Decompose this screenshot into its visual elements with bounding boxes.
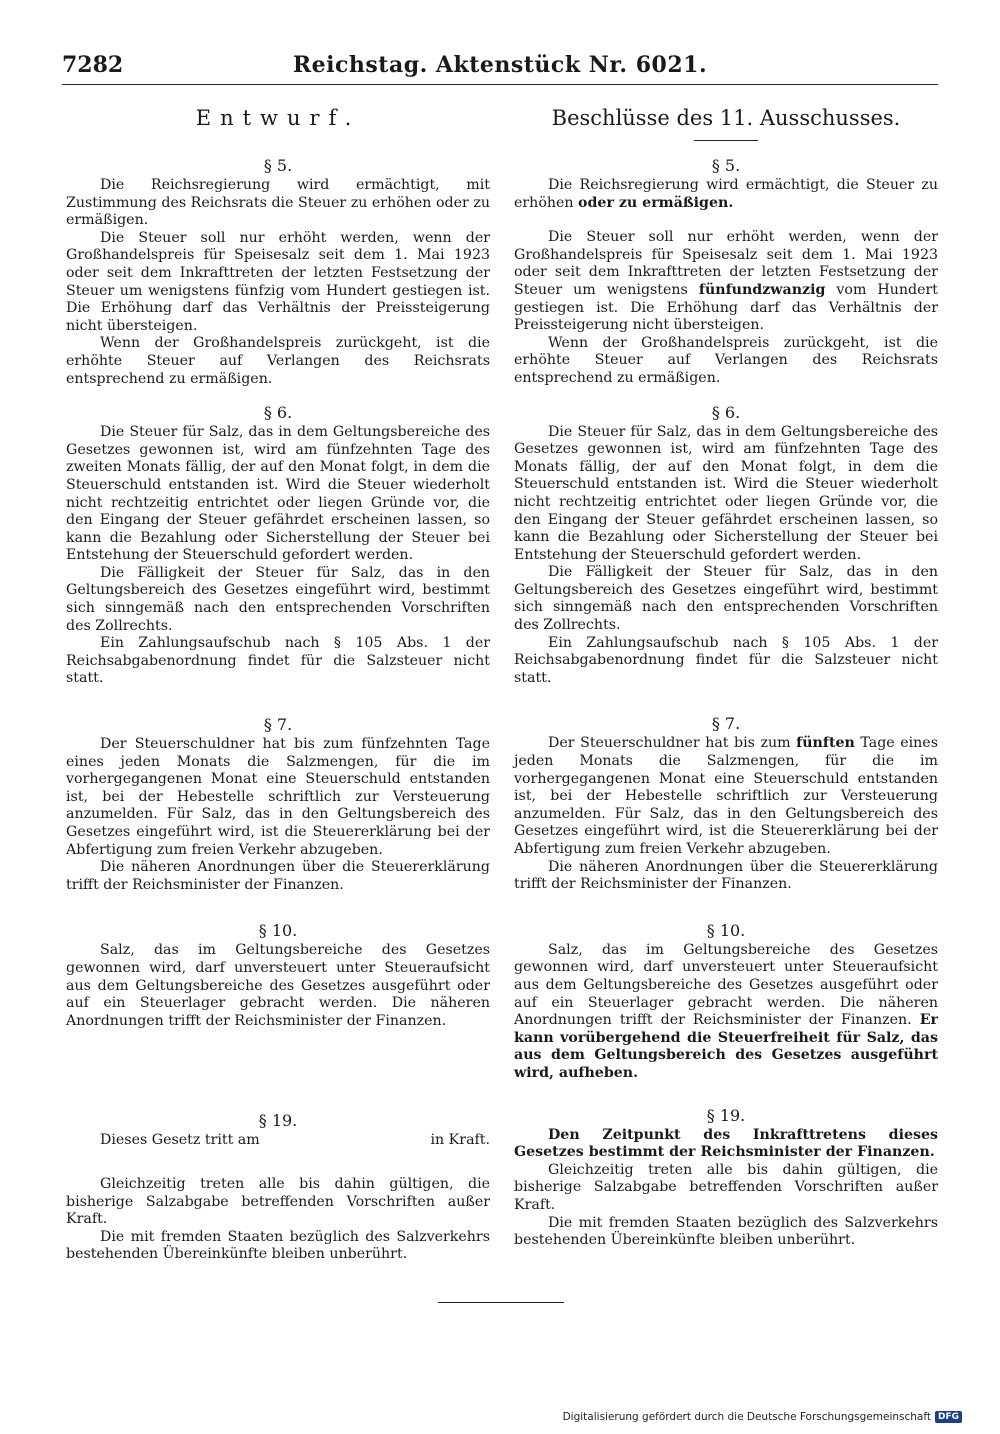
section-title: § 6.: [263, 403, 293, 423]
text-fragment: vom Hundert gestiegen ist. Die Erhöhung darf das Verhältnis der Preissteigerung nicht übersteigen.: [514, 281, 939, 334]
paragraph: [514, 229, 938, 335]
paragraph: Die mit fremden Staaten bezüglich des Salzverkehrs bestehenden Übereinkünfte bleiben unberührt.: [514, 1214, 938, 1249]
changed-paragraph: Den Zeitpunkt des Inkrafttretens dieses Gesetzes bestimmt der Reichsminister der Finanzen.: [514, 1126, 938, 1161]
paragraph: Gleichzeitig treten alle bis dahin gültigen, die bisherige Salzabgabe betreffenden Vorschriften außer Kraft.: [514, 1161, 938, 1213]
text-fragment: Tage eines jeden Monats die Salzmengen, für die im vorhergegangenen Monat eine Steuerschuld entstanden ist, bei der Hebestelle schriftlich zur Versteuerung anzumelden. Für Salz, das in den Geltungsbereich des Gesetzes eingeführt wird, ist die Steuererklärung bei der Abfertigung zum freien Verkehr abzugeben.: [514, 735, 938, 857]
paragraph: Der Steuerschuldner hat bis zum fünfzehnten Tage eines jeden Monats die Salzmengen, für die im vorhergegangenen Monat eine Steuerschuld entstanden ist, bei der Hebestelle schriftlich zur Versteuerung anzumelden. Für Salz, das in den Geltungsbereich des Gesetzes eingeführt wird, ist die Steuererklärung bei der Abfertigung zum freien Verkehr abzugeben.: [66, 736, 490, 858]
header-rule: [62, 84, 938, 85]
text-fragment: Der Steuerschuldner hat bis zum: [548, 735, 791, 752]
heading-rule: [246, 140, 310, 141]
paragraph: Die Reichsregierung wird ermächtigt, mit Zustimmung des Reichsrats die Steuer zu erhöhen oder zu ermäßigen.: [66, 177, 490, 229]
section-7: [66, 714, 490, 894]
column-heading: Beschlüsse des 11. Ausschusses.: [551, 106, 901, 130]
section-title: § 5.: [711, 156, 741, 175]
paragraph: Wenn der Großhandelspreis zurückgeht, ist die erhöhte Steuer auf Verlangen des Reichsrats entsprechend zu ermäßigen.: [66, 335, 490, 387]
paragraph: Die Steuer für Salz, das in dem Geltungsbereiche des Gesetzes gewonnen ist, wird am fünfzehnten Tage des zweiten Monats fällig, der auf den Monat folgt, in dem die Steuerschuld entstanden ist. Wird die Steuer wiederholt nicht rechtzeitig entrichtet oder liegen Gründe vor, die den Eingang der Steuer gefährdet erscheinen lassen, so kann die Bezahlung oder Sicherstellung der Steuer bei Entstehung der Steuerschuld gefordert werden.: [66, 424, 490, 564]
section-19: [66, 1110, 490, 1264]
paragraph: Ein Zahlungsaufschub nach § 105 Abs. 1 der Reichsabgabenordnung findet für die Salzsteuer nicht statt.: [514, 634, 938, 686]
page-header: [62, 52, 938, 82]
paragraph: Die näheren Anordnungen über die Steuererklärung trifft der Reichsminister der Finanzen.: [66, 859, 490, 893]
section-6: [66, 402, 490, 688]
text-fragment: Die Reichsregierung wird ermächtigt, die Steuer zu erhöhen: [514, 177, 938, 211]
section-10: [514, 920, 938, 1083]
paragraph: [66, 1132, 490, 1150]
credit-text: Digitalisierung gefördert durch die Deutsche Forschungsgemeinschaft: [562, 1411, 931, 1423]
paragraph: Die Steuer soll nur erhöht werden, wenn der Großhandelspreis für Speisesalz seit dem 1. Mai 1923 oder seit dem Inkrafttreten der letzten Festsetzung der Steuer um wenigstens fünfzig vom Hundert gestiegen ist. Die Erhöhung darf das Verhältnis der Preissteigerung nicht übersteigen.: [66, 229, 490, 334]
paragraph: Wenn der Großhandelspreis zurückgeht, ist die erhöhte Steuer auf Verlangen des Reichsrats entsprechend zu ermäßigen.: [514, 334, 938, 386]
section-5: [514, 155, 938, 388]
page-number: 7282: [62, 52, 124, 78]
changed-text: oder zu ermäßigen.: [578, 194, 734, 211]
paragraph: Die Fälligkeit der Steuer für Salz, das in den Geltungsbereich des Gesetzes eingeführt wird, bestimmt sich sinngemäß nach den entsprechenden Vorschriften des Zollrechts.: [514, 564, 938, 634]
end-rule: [438, 1302, 564, 1303]
section-6: [514, 402, 938, 688]
paragraph: [514, 177, 938, 212]
section-7: [514, 713, 938, 893]
changed-text: fünfundzwanzig: [698, 281, 826, 298]
paragraph: Die Fälligkeit der Steuer für Salz, das in den Geltungsbereich des Gesetzes eingeführt wird, bestimmt sich sinngemäß nach den entsprechenden Vorschriften des Zollrechts.: [66, 564, 490, 634]
paragraph: Die näheren Anordnungen über die Steuererklärung trifft der Reichsminister der Finanzen.: [514, 858, 938, 893]
section-title: § 5.: [263, 156, 293, 175]
section-title: § 10.: [258, 921, 298, 941]
dfg-logo-icon: DFG: [935, 1411, 962, 1423]
digitization-credit: [563, 1411, 962, 1423]
text-fragment: Salz, das im Geltungsbereiche des Gesetzes gewonnen wird, darf unversteuert unter Steueraufsicht aus dem Geltungsbereiche des Gesetzes ausgeführt oder auf ein Steuerlager gebracht werden. Die näheren Anordnungen trifft der Reichsminister der Finanzen.: [514, 941, 938, 1029]
paragraph: [514, 735, 938, 858]
section-title: § 19.: [706, 1105, 746, 1125]
text-fragment: Die Steuer soll nur erhöht werden, wenn der Großhandelspreis für Speisesalz seit dem 1. Mai 1923 oder seit dem Inkrafttreten der letzten Festsetzung der Steuer um wenigstens: [514, 229, 938, 298]
changed-text: fünften: [796, 735, 855, 752]
section-19: [514, 1105, 938, 1250]
section-title: § 7.: [711, 714, 741, 734]
heading-rule: [694, 140, 758, 141]
column-heading: Entwurf.: [195, 106, 361, 130]
paragraph: Ein Zahlungsaufschub nach § 105 Abs. 1 der Reichsabgabenordnung findet für die Salzsteuer nicht statt.: [66, 635, 490, 687]
text-fragment: in Kraft.: [430, 1132, 490, 1149]
changed-text: Er kann vorübergehend die Steuerfreiheit für Salz, das aus dem Geltungsbereich des Gesetzes ausgeführt wird, aufheben.: [514, 1012, 938, 1081]
paragraph: Gleichzeitig treten alle bis dahin gültigen, die bisherige Salzabgabe betreffenden Vorschriften außer Kraft.: [66, 1175, 490, 1228]
section-title: § 6.: [711, 402, 741, 422]
section-5: [66, 155, 490, 388]
paragraph: [514, 942, 938, 1083]
paragraph: Die Steuer für Salz, das in dem Geltungsbereiche des Gesetzes gewonnen ist, wird am fünfzehnten Tage des Monats fällig, der auf den Monat folgt, in dem die Steuerschuld entstanden ist. Wird die Steuer wiederholt nicht rechtzeitig entrichtet oder liegen Gründe vor, die den Eingang der Steuer gefährdet erscheinen lassen, so kann die Bezahlung oder Sicherstellung der Steuer bei Entstehung der Steuerschuld gefordert werden.: [514, 423, 938, 563]
section-title: § 19.: [258, 1111, 298, 1131]
column-entwurf: [66, 100, 490, 1264]
section-title: § 10.: [706, 920, 746, 940]
text-fragment: Dieses Gesetz tritt am: [100, 1132, 260, 1149]
running-title: Reichstag. Aktenstück Nr. 6021.: [292, 52, 708, 78]
paragraph: Salz, das im Geltungsbereiche des Gesetzes gewonnen wird, darf unversteuert unter Steueraufsicht aus dem Geltungsbereiche des Gesetzes ausgeführt oder auf ein Steuerlager gebracht werden. Die näheren Anordnungen trifft der Reichsminister der Finanzen.: [66, 942, 490, 1029]
column-beschluesse: [514, 100, 938, 1250]
paragraph: Die mit fremden Staaten bezüglich des Salzverkehrs bestehenden Übereinkünfte bleiben unberührt.: [66, 1228, 490, 1263]
section-title: § 7.: [263, 715, 293, 735]
section-10: [66, 920, 490, 1030]
